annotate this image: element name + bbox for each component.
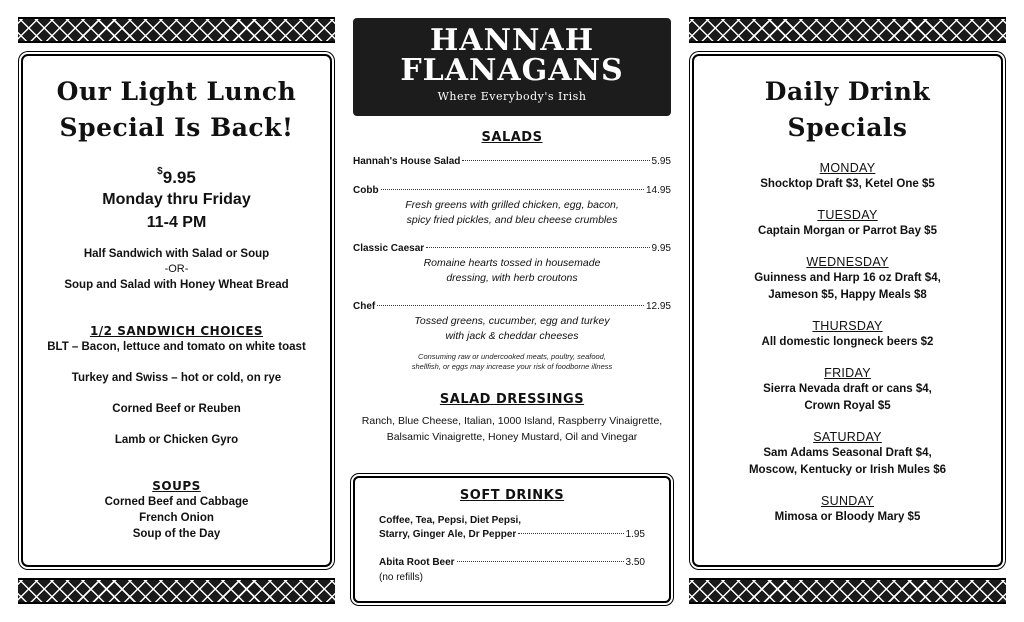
soft-drink-item: Coffee, Tea, Pepsi, Diet Pepsi, (379, 515, 522, 526)
soft-drinks-heading: SOFT DRINKS (459, 488, 565, 503)
dressings-heading: SALAD DRESSINGS (439, 392, 585, 407)
menu-item-chef (353, 300, 671, 314)
item-name: Cobb (353, 185, 379, 196)
item-name: Abita Root Beer (379, 557, 455, 568)
celtic-border-top-right (689, 17, 1006, 43)
day-heading-thursday: THURSDAY (812, 319, 883, 333)
day-heading-monday: MONDAY (819, 161, 876, 175)
leader-dots (518, 533, 623, 534)
price-amount: 9.95 (162, 168, 196, 187)
day-special: Jameson $5, Happy Meals $8 (768, 289, 927, 301)
day-heading-sunday: SUNDAY (821, 494, 874, 508)
lunch-price (23, 168, 330, 188)
item-name: Hannah's House Salad (353, 156, 461, 167)
item-price: 14.95 (645, 185, 671, 196)
lunch-special-panel (21, 54, 332, 567)
item-price: 3.50 (625, 557, 645, 568)
celtic-border-bottom-right (689, 578, 1006, 604)
lunch-title-line1: Our Light Lunch (56, 77, 297, 106)
price-currency: $ (157, 166, 163, 177)
celtic-border-top-left (18, 17, 335, 43)
drink-title-line1: Daily Drink (764, 77, 931, 106)
item-price: 12.95 (645, 301, 671, 312)
item-description: Fresh greens with grilled chicken, egg, bacon, (405, 199, 619, 211)
soup-item: Soup of the Day (132, 528, 221, 540)
menu-item-house-salad (353, 155, 671, 169)
food-safety-disclaimer: shellfish, or eggs may increase your risk of foodborne illness (411, 362, 613, 371)
soups-heading: SOUPS (152, 479, 201, 493)
soup-item: Corned Beef and Cabbage (104, 496, 249, 508)
sandwich-item: BLT – Bacon, lettuce and tomato on white toast (47, 341, 306, 353)
day-special: Captain Morgan or Parrot Bay $5 (758, 225, 937, 237)
leader-dots (462, 160, 649, 161)
item-description: dressing, with herb croutons (446, 272, 578, 284)
leader-dots (426, 247, 649, 248)
sandwich-item: Turkey and Swiss – hot or cold, on rye (71, 372, 282, 384)
restaurant-name-line2: FLANAGANS (400, 53, 624, 88)
day-special: Guinness and Harp 16 oz Draft $4, (754, 272, 941, 284)
leader-dots (457, 561, 624, 562)
celtic-border-bottom-left (18, 578, 335, 604)
soft-drink-note: (no refills) (379, 572, 423, 583)
item-description: with jack & cheddar cheeses (445, 330, 579, 342)
dressings-list: Ranch, Blue Cheese, Italian, 1000 Island, Raspberry Vinaigrette, (361, 415, 663, 427)
leader-dots (381, 189, 644, 190)
sandwich-choices-heading: 1/2 SANDWICH CHOICES (89, 324, 264, 338)
day-heading-saturday: SATURDAY (813, 430, 882, 444)
soft-drink-item-row (379, 528, 645, 542)
day-special: Sam Adams Seasonal Draft $4, (763, 447, 932, 459)
food-safety-disclaimer: Consuming raw or undercooked meats, poultry, seafood, (418, 352, 606, 361)
lunch-hours: 11-4 PM (146, 214, 207, 231)
sandwich-item: Lamb or Chicken Gyro (114, 434, 239, 446)
restaurant-name-line1: HANNAH (429, 23, 595, 58)
day-special: All domestic longneck beers $2 (761, 336, 934, 348)
soup-item: French Onion (139, 512, 214, 524)
day-special: Mimosa or Bloody Mary $5 (774, 511, 921, 523)
leader-dots (377, 305, 644, 306)
item-name: Classic Caesar (353, 243, 425, 254)
item-description: Romaine hearts tossed in housemade (423, 257, 601, 269)
sandwich-item: Corned Beef or Reuben (112, 403, 241, 415)
item-description: Tossed greens, cucumber, egg and turkey (414, 315, 610, 327)
lunch-days: Monday thru Friday (102, 191, 251, 208)
lunch-or: -OR- (164, 263, 189, 275)
soft-drink-item-row (379, 556, 645, 570)
menu-item-cobb (353, 184, 671, 198)
day-heading-friday: FRIDAY (824, 366, 871, 380)
salads-section (353, 120, 671, 445)
day-special: Crown Royal $5 (804, 400, 891, 412)
dressings-list: Balsamic Vinaigrette, Honey Mustard, Oil and Vinegar (386, 431, 638, 443)
item-description: spicy fried pickles, and bleu cheese crumbles (406, 214, 618, 226)
item-price: 1.95 (625, 529, 645, 540)
item-price: 5.95 (651, 156, 671, 167)
salads-heading: SALADS (481, 130, 543, 145)
day-special: Sierra Nevada draft or cans $4, (763, 383, 932, 395)
restaurant-header (353, 18, 671, 116)
item-name: Starry, Ginger Ale, Dr Pepper (379, 529, 517, 540)
day-special: Shocktop Draft $3, Ketel One $5 (760, 178, 935, 190)
day-heading-wednesday: WEDNESDAY (806, 255, 889, 269)
lunch-title-line2: Special Is Back! (59, 113, 294, 142)
item-name: Chef (353, 301, 376, 312)
day-heading-tuesday: TUESDAY (817, 208, 878, 222)
lunch-option-2: Soup and Salad with Honey Wheat Bread (64, 279, 289, 291)
soft-drinks-box (353, 476, 671, 603)
restaurant-tagline: Where Everybody's Irish (437, 90, 587, 103)
drink-title-line2: Specials (787, 113, 908, 142)
drink-specials-panel (692, 54, 1003, 567)
lunch-special-title (23, 74, 330, 146)
lunch-option-1: Half Sandwich with Salad or Soup (83, 248, 270, 260)
item-price: 9.95 (651, 243, 671, 254)
day-special: Moscow, Kentucky or Irish Mules $6 (748, 464, 947, 476)
menu-item-caesar (353, 242, 671, 256)
drink-specials-title (694, 74, 1001, 146)
